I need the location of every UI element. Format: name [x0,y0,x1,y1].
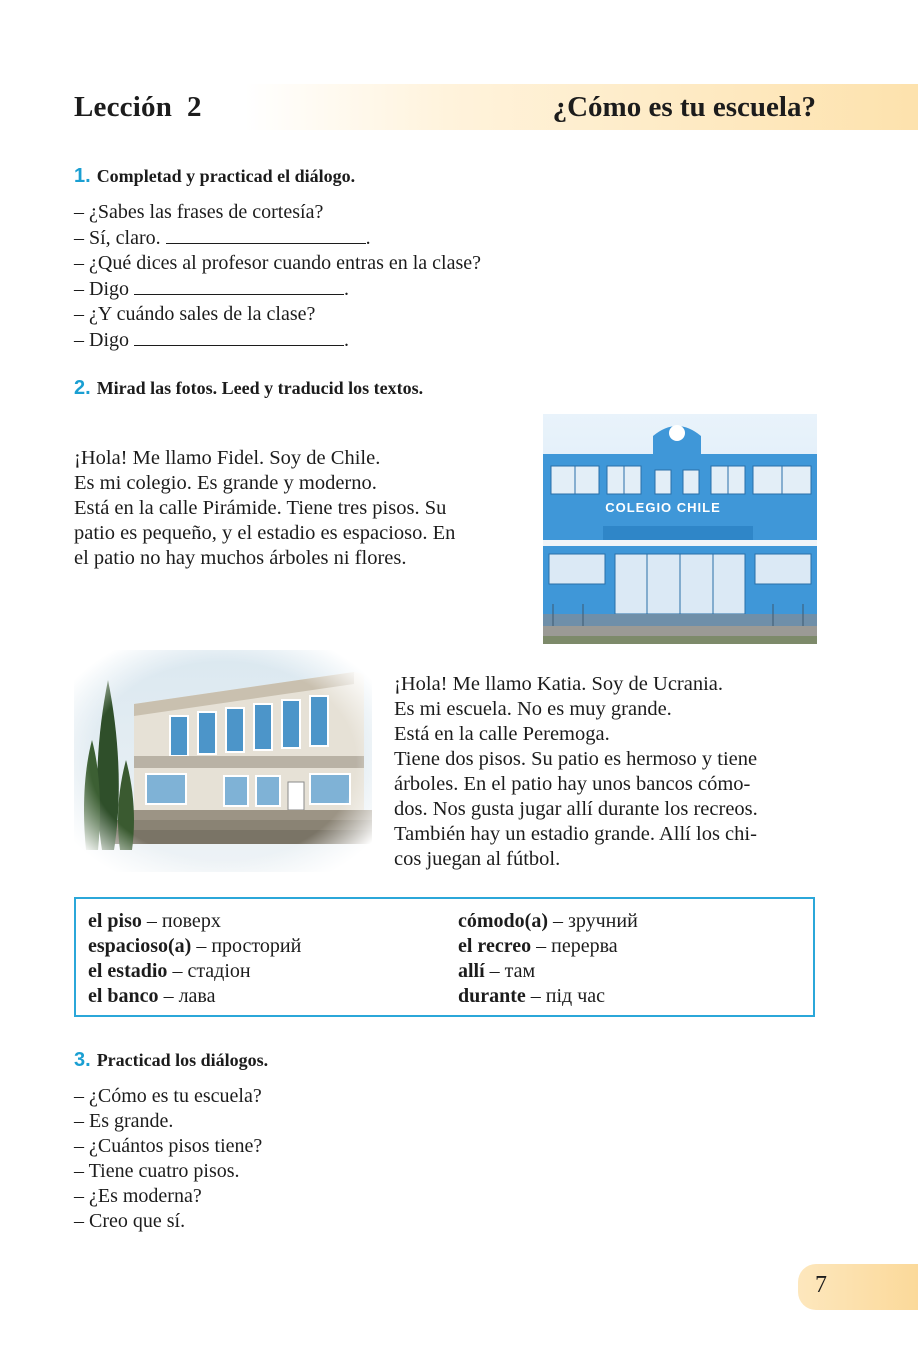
dialogue-line: – ¿Cuántos pisos tiene? [74,1135,263,1157]
exercise-2-heading [74,377,423,400]
answer-blank[interactable] [166,225,366,244]
fidel-text: ¡Hola! Me llamo Fidel. Soy de Chile. Es mi colegio. Es grande y moderno. Está en la calle Pirámide. Tiene tres pisos. Su patio es pequeño, y el estadio es espacioso. En el patio no hay muchos árboles ni flores. [74,447,456,569]
dialogue-line: – Es grande. [74,1110,174,1132]
dialogue-line: – Creo que sí. [74,1210,186,1232]
exercise-instruction: Completad y practicad el diálogo. [96,166,356,186]
exercise-number: 1. [74,165,91,187]
exercise-3-dialogue [74,1084,262,1234]
vocabulary-box [74,897,815,1017]
exercise-3-heading [74,1049,268,1072]
vocab-entry: el estadio – стадіон [88,960,251,982]
vocab-entry: espacioso(a) – просторий [88,935,302,957]
dialogue-line: – ¿Sabes las frases de cortesía? [74,201,324,223]
exercise-instruction: Mirad las fotos. Leed y traducid los textos. [96,378,424,398]
katia-text: ¡Hola! Me llamo Katia. Soy de Ucrania. Es mi escuela. No es muy grande. Está en la calle Peremoga. Tiene dos pisos. Su patio es hermoso y tiene árboles. En el patio hay unos bancos cómo- dos. Nos gusta jugar allí durante los recreos. También hay un estadio grande. Allí los chi- cos juegan al fútbol. [394,673,758,870]
exercise-number: 2. [74,377,91,399]
exercise-number: 3. [74,1049,91,1071]
vocab-entry: el recreo – перерва [458,935,618,957]
exercise-instruction: Practicad los diálogos. [96,1050,269,1070]
vocab-entry: el piso – поверх [88,910,221,932]
dialogue-line: – ¿Y cuándo sales de la clase? [74,303,316,325]
vocab-entry: cómodo(a) – зручний [458,910,638,932]
lesson-label: Lección 2 [74,91,202,123]
exercise-1-heading [74,165,355,188]
dialogue-line: – Tiene cuatro pisos. [74,1160,240,1182]
dialogue-line: – ¿Es moderna? [74,1185,202,1207]
dialogue-line: – Digo . [74,278,349,300]
colegio-chile-sign: COLEGIO CHILE [605,500,721,515]
vocab-entry: durante – під час [458,985,606,1007]
answer-blank[interactable] [134,276,344,295]
dialogue-line: – ¿Cómo es tu escuela? [74,1085,262,1107]
dialogue-line: – Sí, claro. . [74,227,371,249]
dialogue-line: – Digo . [74,329,349,351]
dialogue-line: – ¿Qué dices al profesor cuando entras en la clase? [74,252,482,274]
lesson-title: ¿Cómo es tu escuela? [552,91,816,123]
ucrania-school-photo [74,650,372,872]
vocabulary-right-column [458,909,638,1009]
vocab-entry: el banco – лава [88,985,216,1007]
answer-blank[interactable] [134,327,344,346]
page-number: 7 [815,1272,827,1298]
exercise-1-dialogue [74,200,481,353]
vocab-entry: allí – там [458,960,536,982]
vocabulary-left-column [88,909,301,1009]
colegio-chile-photo [543,414,817,644]
